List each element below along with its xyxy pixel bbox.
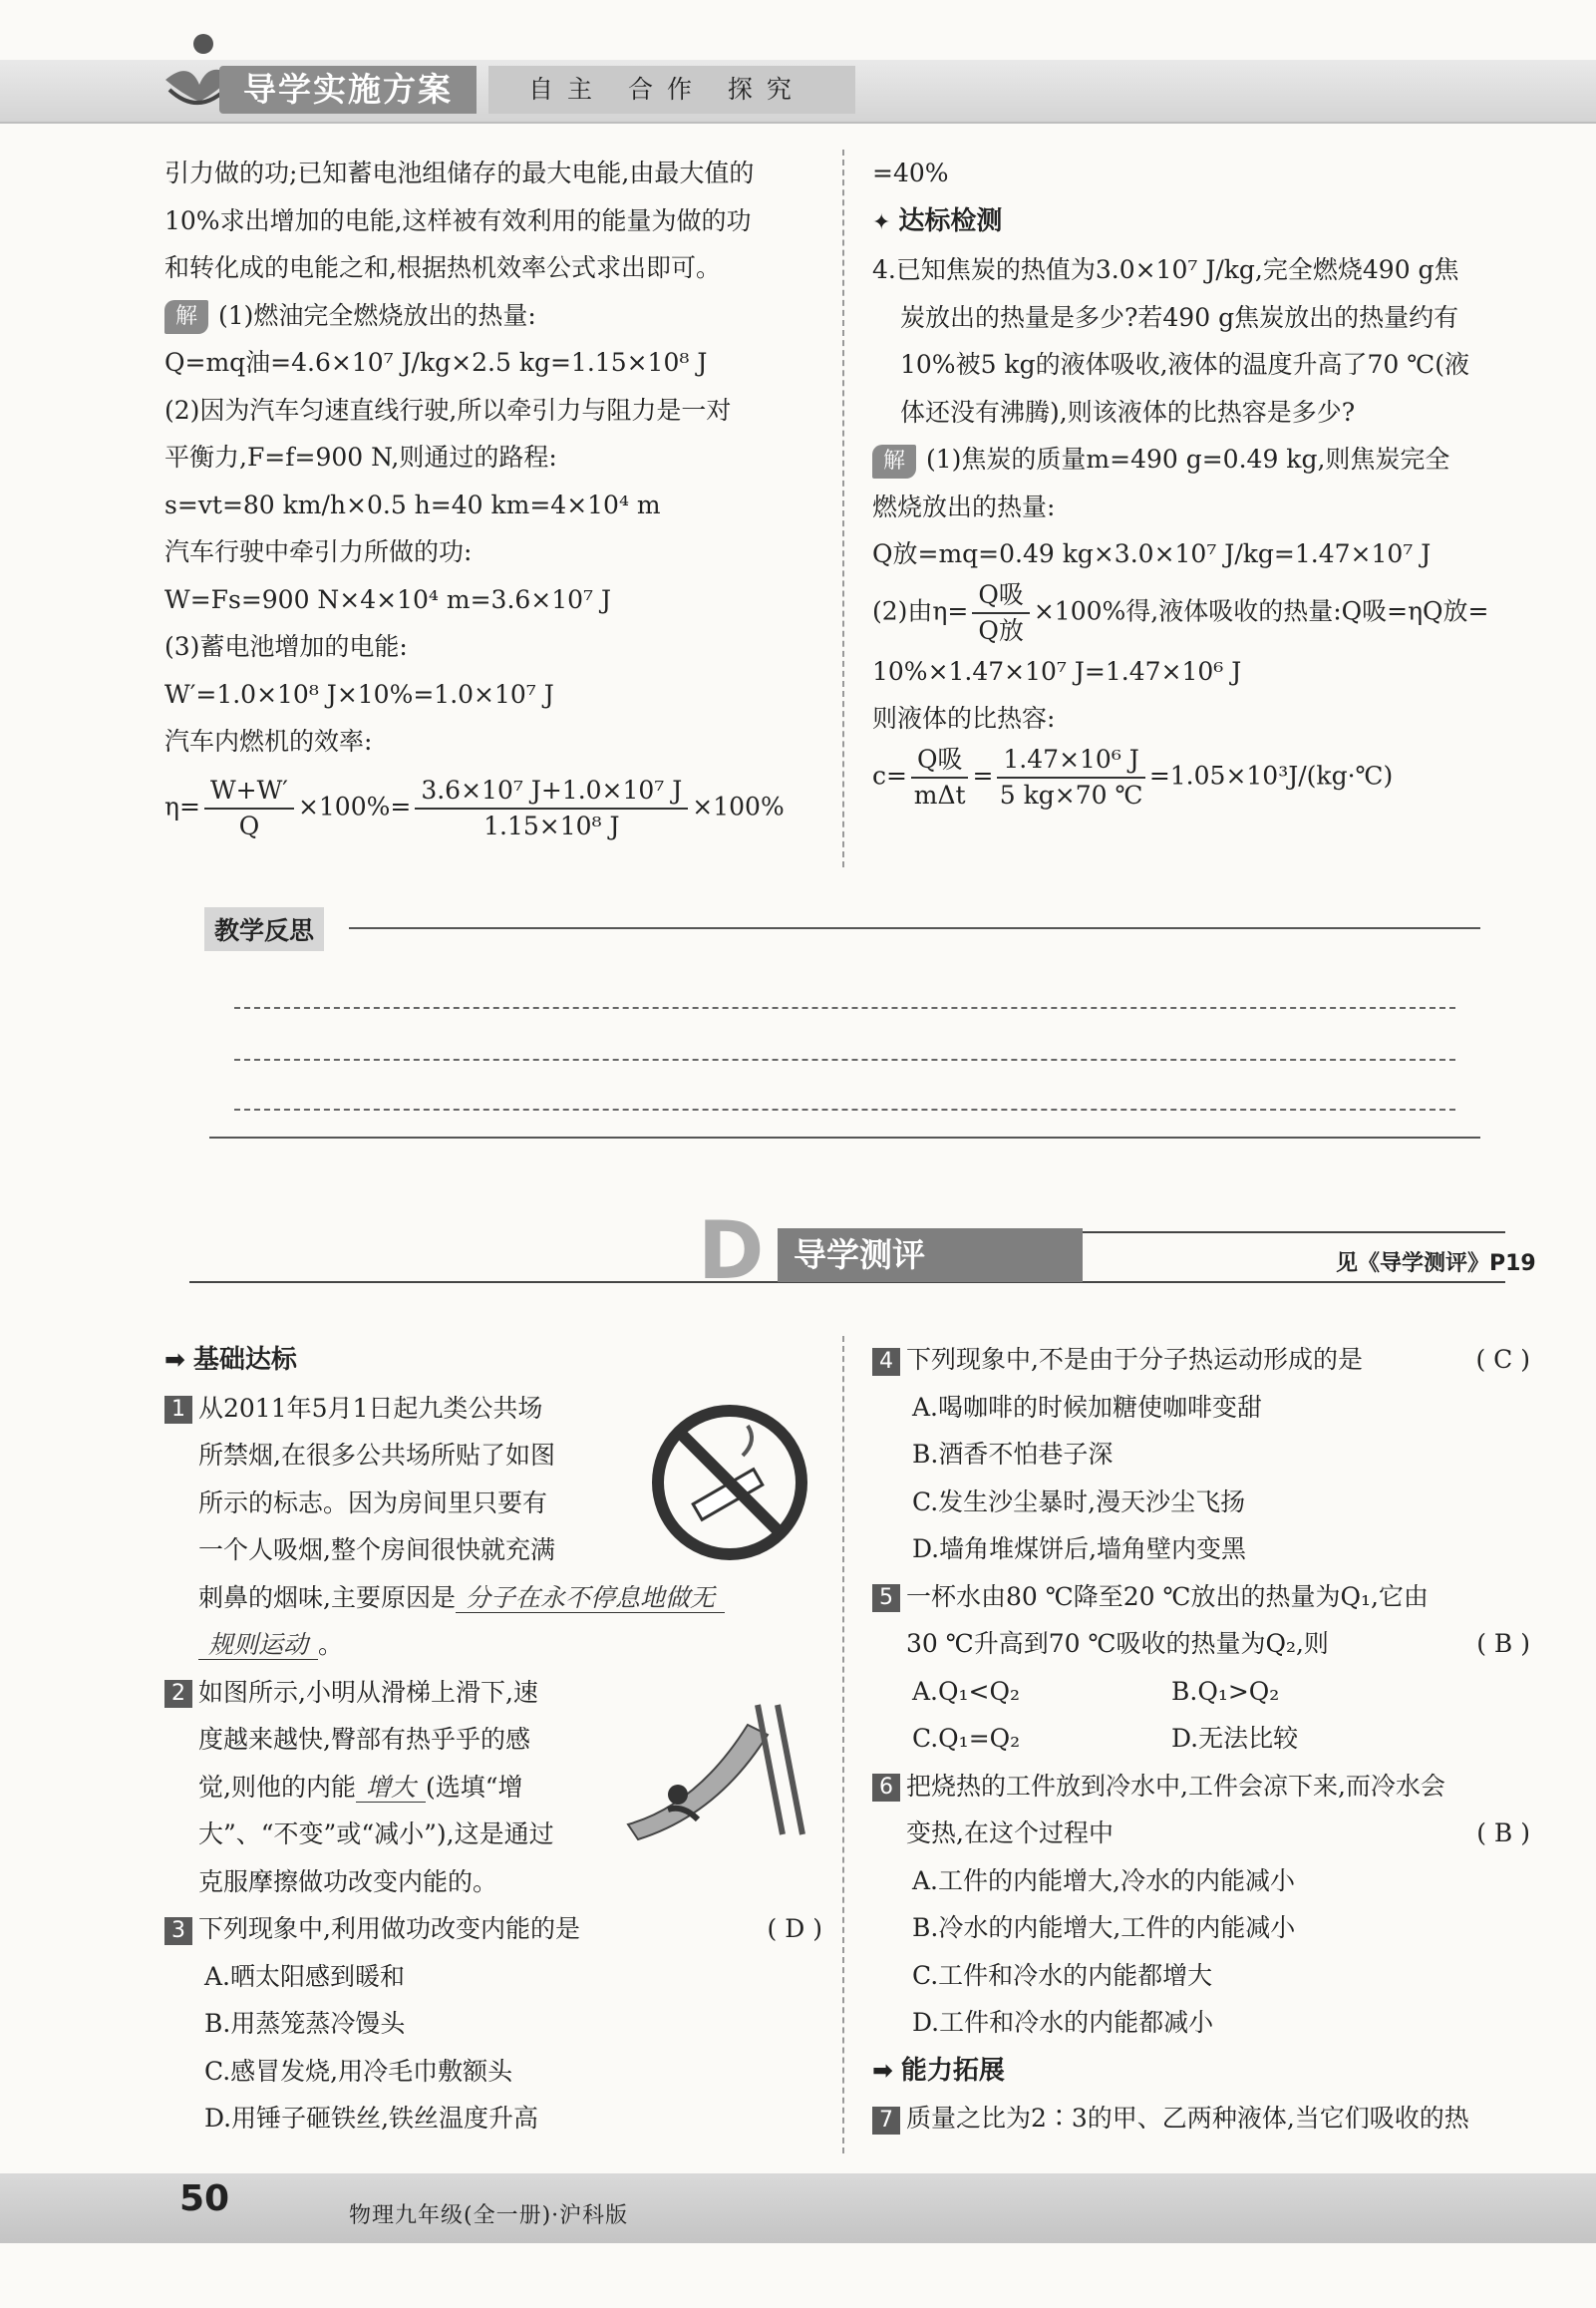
question-number: 1 [164,1396,192,1424]
option: C.工件和冷水的内能都增大 [912,1960,1213,1990]
question-number: 3 [164,1917,192,1945]
answer-blank: 分子在永不停息地做无 [456,1583,725,1613]
solution-line: 汽车行驶中牵引力所做的功: [164,537,473,566]
book-title: 物理九年级(全一册)·沪科版 [349,2203,629,2228]
solution-line: 10%×1.47×10⁷ J=1.47×10⁶ J [872,656,1242,686]
question-number: 7 [872,2107,900,2135]
eval-letter: D [698,1204,765,1297]
question-line: 炭放出的热量是多少?若490 g焦炭放出的热量约有 [900,302,1459,332]
question-line: 4.已知焦炭的热值为3.0×10⁷ J/kg,完全燃烧490 g焦 [872,255,1459,284]
option: A.晒太阳感到暖和 [204,1961,406,1991]
arrow-icon: ➡ [164,1345,185,1374]
solution-line: (3)蓄电池增加的电能: [164,632,408,661]
punctuation: 。 [318,1630,344,1659]
solution-badge: 解 [164,300,208,334]
solution-line: W=Fs=900 N×4×10⁴ m=3.6×10⁷ J [164,584,612,614]
section-title-check: 达标检测 [898,205,1003,236]
question-text: 度越来越快,臀部有热乎乎的感 [198,1725,530,1754]
answer-bracket: ( B ) [1476,1818,1530,1847]
slide-illustration-icon [618,1685,807,1844]
option: C.感冒发烧,用冷毛巾敷额头 [204,2056,513,2086]
intro-line: 引力做的功;已知蓄电池组储存的最大电能,由最大值的 [164,159,755,187]
reflection-title: 教学反思 [204,907,324,951]
diamond-icon: ✦ [872,209,891,235]
eval-rule-upper [1062,1231,1505,1233]
answer-bracket: ( C ) [1475,1345,1530,1374]
no-smoking-icon [648,1401,812,1565]
question-number: 4 [872,1348,900,1376]
question-line: 体还没有沸腾),则该液体的比热容是多少? [900,397,1356,427]
question-line: 10%被5 kg的液体吸收,液体的温度升高了70 ℃(液 [900,350,1469,379]
header-title: 导学实施方案 [219,66,477,114]
reflection-bottom-line [209,1137,1480,1139]
right-column-top [872,150,1530,813]
question-text: (选填“增 [425,1772,523,1802]
question-text: 一杯水由80 ℃降至20 ℃放出的热量为Q₁,它由 [906,1581,1429,1611]
footer-bar [0,2173,1596,2243]
column-divider [842,1336,844,2153]
eta-result: =40% [872,159,949,187]
answer-blank: 规则运动 [198,1630,318,1660]
solution-line: (1)焦炭的质量m=490 g=0.49 kg,则焦炭完全 [926,445,1450,474]
section-title-basic: 基础达标 [192,1345,297,1375]
intro-line: 10%求出增加的电能,这样被有效利用的能量为做的功 [164,205,752,235]
solution-line: s=vt=80 km/h×0.5 h=40 km=4×10⁴ m [164,490,661,519]
solution-line: 燃烧放出的热量: [872,492,1056,521]
question-text: 一个人吸烟,整个房间很快就充满 [198,1535,555,1564]
question-text: 30 ℃升高到70 ℃吸收的热量为Q₂,则 [906,1629,1329,1658]
page-number: 50 [179,2178,230,2219]
solution-line: 平衡力,F=f=900 N,则通过的路程: [164,443,557,472]
question-text: 所示的标志。因为房间里只要有 [198,1487,548,1517]
writing-line [234,1007,1455,1009]
solution-line: 汽车内燃机的效率: [164,727,373,756]
option: C.Q₁=Q₂ [912,1724,1021,1753]
solution-line: Q放=mq=0.49 kg×3.0×10⁷ J/kg=1.47×10⁷ J [872,539,1432,568]
option: C.发生沙尘暴时,漫天沙尘飞扬 [912,1486,1246,1516]
question-text: 质量之比为2∶3的甲、乙两种液体,当它们吸收的热 [906,2104,1469,2133]
option: B.冷水的内能增大,工件的内能减小 [912,1913,1296,1942]
solution-line: W′=1.0×10⁸ J×10%=1.0×10⁷ J [164,679,554,709]
eval-reference: 见《导学测评》P19 [1336,1251,1536,1276]
writing-line [234,1109,1455,1111]
question-text: 刺鼻的烟味,主要原因是 [198,1582,456,1612]
header-subtitle: 自主 合作 探究 [488,66,855,114]
right-lower-column [872,1336,1530,2143]
arrow-icon: ➡ [872,2055,893,2085]
option: D.墙角堆煤饼后,墙角壁内变黑 [912,1534,1247,1563]
question-number: 2 [164,1680,192,1708]
intro-line: 和转化成的电能之和,根据热机效率公式求出即可。 [164,253,721,282]
question-number: 5 [872,1584,900,1612]
solution-line: (1)燃油完全燃烧放出的热量: [218,300,536,330]
question-text: 所禁烟,在很多公共场所贴了如图 [198,1441,555,1470]
option: B.用蒸笼蒸冷馒头 [204,2009,406,2038]
reflection-top-line [349,927,1480,929]
question-text: 从2011年5月1日起九类公共场 [198,1393,543,1423]
column-divider [842,150,844,867]
specific-heat-formula: c= $\frac{\text{Q吸}}{\text{mΔt}}$ = $\frac{\text{1.47×10⁶ J}}{5 kg\times 70 ℃}$ =1.05×10³J/(kg·℃) [872,744,1394,810]
option: D.无法比较 [1171,1724,1299,1753]
solution-line: 则液体的比热容: [872,704,1056,733]
question-text: 大”、“不变”或“减小”),这是通过 [198,1819,554,1848]
left-column-top [164,150,832,843]
solution-line: Q=mq油=4.6×10⁷ J/kg×2.5 kg=1.15×10⁸ J [164,348,708,377]
efficiency-formula: η= $\frac{W+W'}{Q}$ ×100%= $\frac{\text{3.6×10⁷ J+1.0×10⁷ J}}{\text{1.15×10⁸ J}}$ ×100% [164,775,785,840]
option: A.工件的内能增大,冷水的内能减小 [912,1865,1295,1895]
answer-bracket: ( B ) [1476,1629,1530,1658]
solution-line: (2)因为汽车匀速直线行驶,所以牵引力与阻力是一对 [164,395,732,425]
answer-blank: 增大 [356,1773,426,1803]
option: D.工件和冷水的内能都减小 [912,2008,1214,2037]
option: B.Q₁>Q₂ [1171,1676,1280,1706]
question-text: 克服摩擦做功改变内能的。 [198,1866,498,1896]
option: A.喝咖啡的时候加糖使咖啡变甜 [912,1392,1263,1422]
efficiency-line: (2)由η= $\frac{\text{Q吸}}{\text{Q放}}$ ×100%得,液体吸收的热量:Q吸=ηQ放= [872,579,1489,645]
option: A.Q₁<Q₂ [912,1676,1020,1706]
question-text: 下列现象中,不是由于分子热运动形成的是 [906,1345,1363,1374]
writing-line [234,1059,1455,1061]
question-number: 6 [872,1774,900,1802]
question-text: 如图所示,小明从滑梯上滑下,速 [198,1677,538,1707]
option: D.用锤子砸铁丝,铁丝温度升高 [204,2104,539,2133]
eval-title: 导学测评 [778,1228,1083,1282]
question-text: 觉,则他的内能 [198,1772,356,1802]
solution-badge: 解 [872,445,916,479]
section-title-extension: 能力拓展 [900,2055,1005,2086]
question-text: 变热,在这个过程中 [906,1818,1114,1847]
question-text: 下列现象中,利用做功改变内能的是 [198,1914,580,1943]
question-text: 把烧热的工件放到冷水中,工件会凉下来,而冷水会 [906,1771,1445,1801]
answer-bracket: ( D ) [767,1914,822,1943]
option: B.酒香不怕巷子深 [912,1440,1114,1469]
